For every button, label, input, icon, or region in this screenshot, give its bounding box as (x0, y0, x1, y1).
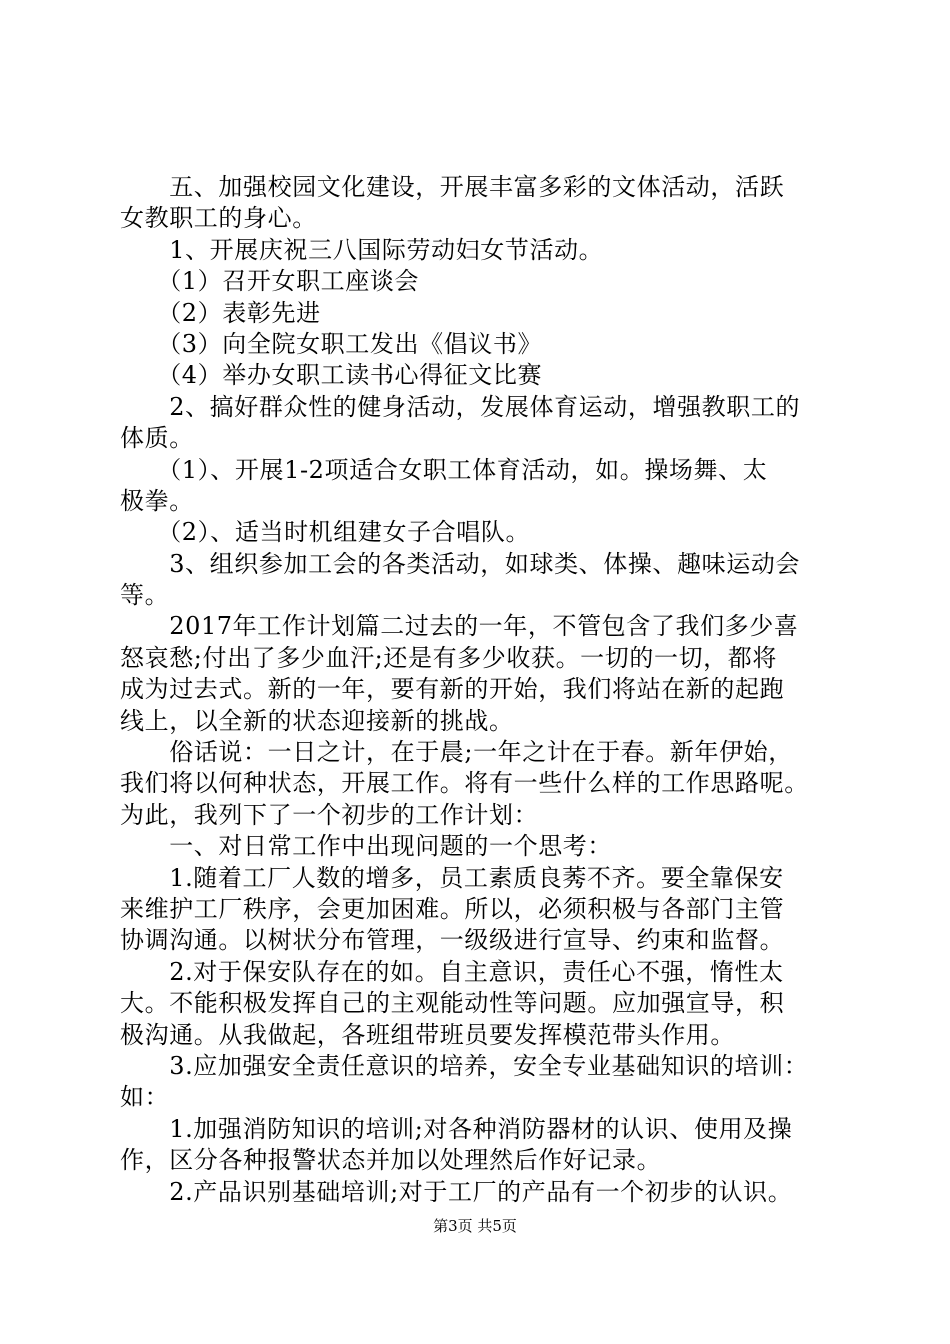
text-line: 成为过去式。新的一年，要有新的开始，我们将站在新的起跑 (120, 675, 785, 704)
text-line: 俗话说：一日之计，在于晨;一年之计在于春。新年伊始， (120, 738, 793, 767)
text-line: 作，区分各种报警状态并加以处理然后作好记录。 (120, 1146, 662, 1175)
text-line: 协调沟通。以树状分布管理，一级级进行宣导、约束和监督。 (120, 926, 785, 955)
text-line: 体质。 (120, 424, 194, 453)
text-line: （3）向全院女职工发出《倡议书》 (120, 329, 543, 358)
text-line: 五、加强校园文化建设，开展丰富多彩的文体活动，活跃 (120, 173, 785, 201)
text-line: 一、对日常工作中出现问题的一个思考： (120, 832, 612, 861)
text-line: 极沟通。从我做起，各班组带班员要发挥模范带头作用。 (120, 1020, 735, 1049)
text-line: 2017年工作计划篇二过去的一年，不管包含了我们多少喜 (120, 612, 799, 641)
text-line: 2.产品识别基础培训;对于工厂的产品有一个初步的认识。 (120, 1177, 793, 1206)
text-line: 1.随着工厂人数的增多，员工素质良莠不齐。要全靠保安 (120, 863, 784, 892)
text-line: 女教职工的身心。 (120, 204, 317, 233)
text-line: （1）召开女职工座谈会 (120, 267, 420, 296)
text-line: 3.应加强安全责任意识的培养，安全专业基础知识的培训： (120, 1051, 809, 1080)
text-line: 1.加强消防知识的培训;对各种消防器材的认识、使用及操 (120, 1114, 793, 1143)
text-line: 我们将以何种状态，开展工作。将有一些什么样的工作思路呢。 (120, 769, 809, 798)
page-footer: 第3页 共5页 (433, 1217, 517, 1235)
text-line: （2）、适当时机组建女子合唱队。 (120, 518, 531, 547)
text-line: 等。 (120, 581, 170, 610)
text-line: 大。不能积极发挥自己的主观能动性等问题。应加强宣导，积 (120, 989, 785, 1018)
text-line: 怒哀愁;付出了多少血汗;还是有多少收获。一切的一切，都将 (120, 643, 777, 672)
text-line: 为此，我列下了一个初步的工作计划： (120, 800, 539, 829)
text-line: （2）表彰先进 (120, 298, 321, 327)
text-line: 如： (120, 1083, 170, 1112)
text-line: 来维护工厂秩序，会更加困难。所以，必须积极与各部门主管 (120, 894, 785, 923)
text-line: 2.对于保安队存在的如。自主意识，责任心不强，惰性太 (120, 957, 784, 986)
text-line: （4）举办女职工读书心得征文比赛 (120, 361, 543, 390)
text-line: 1、开展庆祝三八国际劳动妇女节活动。 (120, 235, 604, 264)
document-body (120, 172, 840, 1208)
text-line: 3、组织参加工会的各类活动，如球类、体操、趣味运动会 (120, 549, 801, 578)
text-line: 极拳。 (120, 486, 194, 515)
text-line: （1）、开展1-2项适合女职工体育活动，如。操场舞、太 (120, 455, 768, 484)
text-line: 2、搞好群众性的健身活动，发展体育运动，增强教职工的 (120, 392, 801, 421)
text-line: 线上，以全新的状态迎接新的挑战。 (120, 706, 514, 735)
